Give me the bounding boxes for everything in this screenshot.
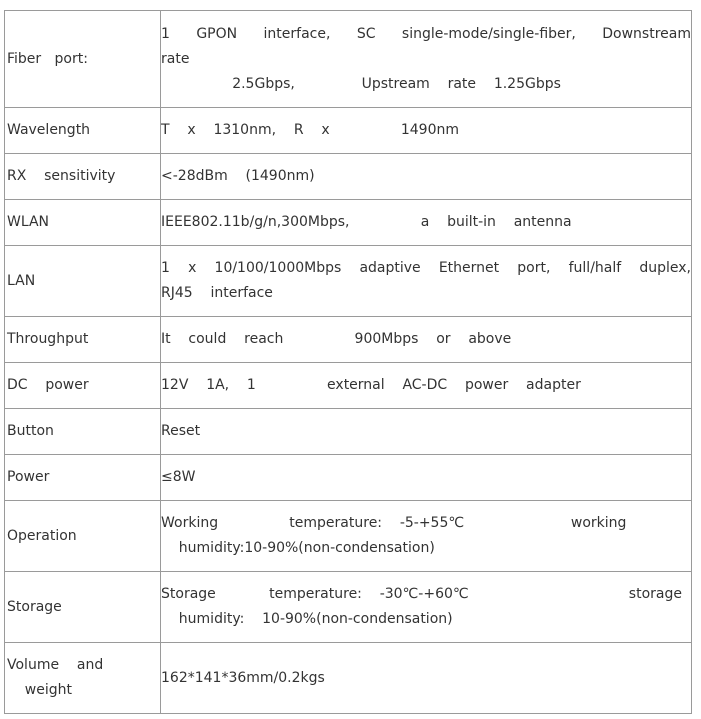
spec-value-cell bbox=[161, 317, 692, 363]
spec-label-cell bbox=[5, 200, 161, 246]
spec-label-cell bbox=[5, 154, 161, 200]
spec-row bbox=[5, 643, 692, 714]
spec-value: 1 x 10/100/1000Mbps adaptive Ethernet port, full/half duplex, bbox=[161, 260, 691, 276]
spec-value-cell bbox=[161, 108, 692, 154]
spec-label-cell bbox=[5, 643, 161, 714]
spec-value: ≤8W bbox=[161, 469, 196, 485]
spec-value: humidity:10-90%(non-condensation) bbox=[161, 540, 435, 556]
spec-row bbox=[5, 363, 692, 409]
spec-label-cell bbox=[5, 108, 161, 154]
spec-row bbox=[5, 572, 692, 643]
spec-row bbox=[5, 409, 692, 455]
spec-row bbox=[5, 455, 692, 501]
spec-value: rate bbox=[161, 50, 190, 67]
spec-label-cell bbox=[5, 455, 161, 501]
spec-label-cell bbox=[5, 317, 161, 363]
spec-label-cell bbox=[5, 363, 161, 409]
spec-label: Operation bbox=[7, 527, 77, 544]
spec-label: Volume and bbox=[7, 657, 104, 673]
spec-label: Throughput bbox=[7, 331, 89, 347]
spec-row bbox=[5, 246, 692, 317]
spec-label: LAN bbox=[7, 272, 36, 289]
spec-value-cell bbox=[161, 501, 692, 572]
spec-value: IEEE802.11b/g/n,300Mbps, a built-in antenna bbox=[161, 214, 572, 230]
spec-value: Reset bbox=[161, 423, 201, 439]
spec-value: <-28dBm (1490nm) bbox=[161, 168, 315, 184]
spec-row bbox=[5, 108, 692, 154]
spec-value-cell bbox=[161, 246, 692, 317]
spec-label: Fiber port: bbox=[7, 50, 88, 67]
spec-table bbox=[4, 10, 692, 714]
spec-value: T x 1310nm, R x 1490nm bbox=[161, 122, 459, 138]
spec-value: 162*141*36mm/0.2kgs bbox=[161, 669, 325, 686]
spec-row bbox=[5, 317, 692, 363]
spec-value: RJ45 interface bbox=[161, 285, 273, 301]
spec-label-cell bbox=[5, 246, 161, 317]
spec-row bbox=[5, 154, 692, 200]
spec-label: RX sensitivity bbox=[7, 168, 116, 184]
spec-value-cell bbox=[161, 455, 692, 501]
spec-value-cell bbox=[161, 409, 692, 455]
spec-label: Button bbox=[7, 423, 54, 439]
spec-value: 1 GPON interface, SC single-mode/single-fiber, Downstream bbox=[161, 25, 691, 42]
spec-row bbox=[5, 501, 692, 572]
spec-value: 2.5Gbps, Upstream rate 1.25Gbps bbox=[161, 75, 561, 92]
spec-table-body bbox=[5, 11, 692, 714]
spec-value: Storage temperature: -30℃-+60℃ storage bbox=[161, 586, 682, 602]
spec-label: Wavelength bbox=[7, 122, 91, 138]
spec-label-cell bbox=[5, 501, 161, 572]
spec-value: It could reach 900Mbps or above bbox=[161, 331, 512, 347]
spec-label-cell bbox=[5, 572, 161, 643]
spec-row bbox=[5, 11, 692, 108]
spec-label: Power bbox=[7, 469, 50, 485]
spec-value-cell bbox=[161, 154, 692, 200]
spec-value-cell bbox=[161, 200, 692, 246]
spec-label: weight bbox=[7, 682, 73, 698]
spec-value-cell bbox=[161, 643, 692, 714]
spec-label: Storage bbox=[7, 598, 62, 615]
spec-label: WLAN bbox=[7, 214, 50, 230]
spec-label: DC power bbox=[7, 377, 89, 393]
spec-value-cell bbox=[161, 572, 692, 643]
spec-value-cell bbox=[161, 11, 692, 108]
spec-value: humidity: 10-90%(non-condensation) bbox=[161, 611, 453, 627]
spec-value-cell bbox=[161, 363, 692, 409]
spec-row bbox=[5, 200, 692, 246]
spec-label-cell bbox=[5, 409, 161, 455]
spec-value: 12V 1A, 1 external AC-DC power adapter bbox=[161, 377, 581, 393]
spec-label-cell bbox=[5, 11, 161, 108]
spec-value: Working temperature: -5-+55℃ working bbox=[161, 515, 627, 531]
